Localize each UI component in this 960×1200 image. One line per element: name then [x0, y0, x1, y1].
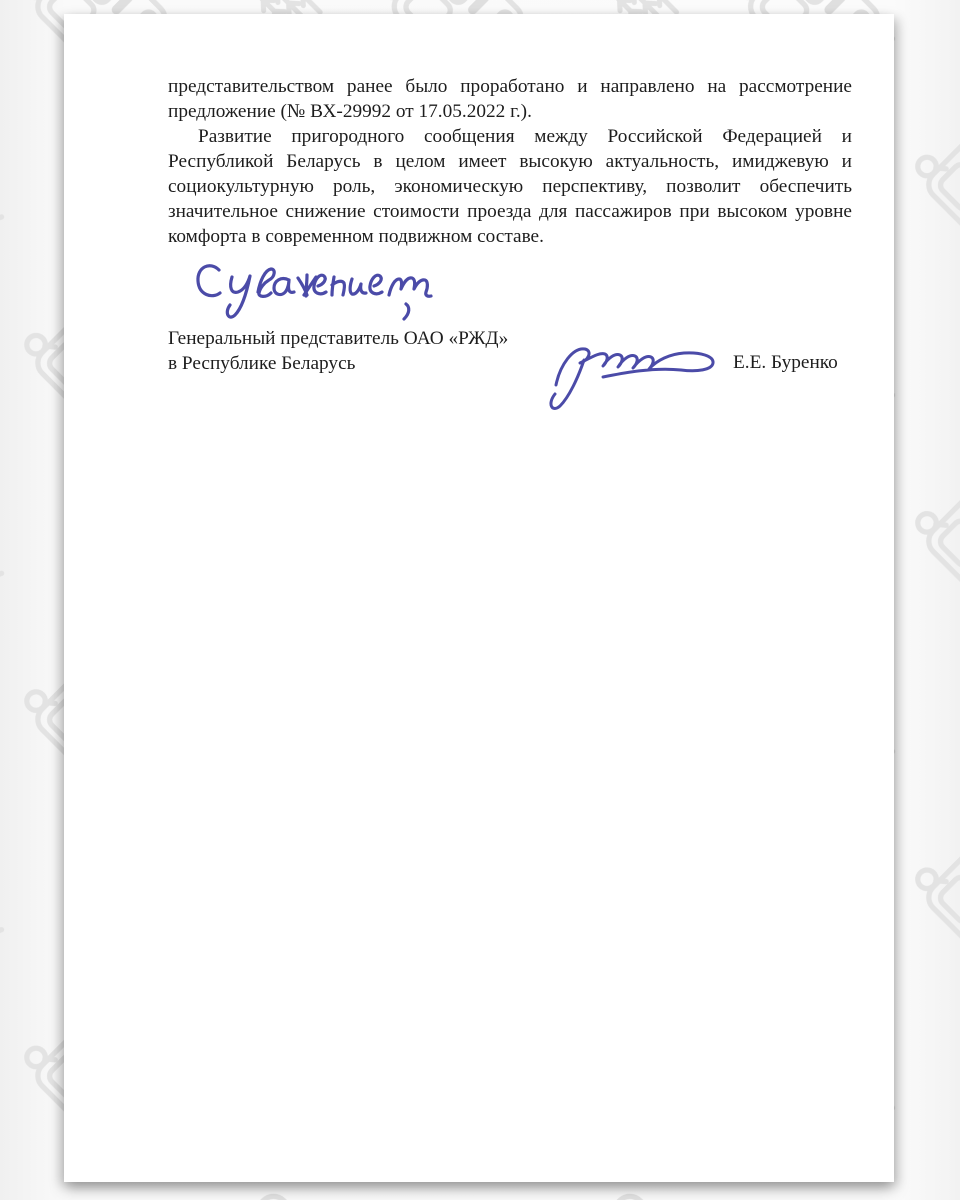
letter-body — [168, 74, 852, 249]
signature-title — [168, 326, 588, 376]
closing-handwriting — [193, 258, 443, 328]
signature-title-line1: Генеральный представитель ОАО «РЖД» — [168, 328, 509, 349]
signer-signature — [535, 322, 725, 412]
signer-name: Е.Е. Буренко — [733, 352, 838, 373]
paragraph-development: Развитие пригородного сообщения между Российской Федерацией и Республикой Беларусь в целом имеет высокую актуальность, имиджевую и социокультурную роль, экономическую перспективу, позволит обеспечить значительное снижение стоимости проезда для пассажиров при высоком уровне комфорта в современном подвижном составе. — [168, 126, 852, 247]
paragraph-continuation: представительством ранее было проработано и направлено на рассмотрение предложение (№ ВХ-29992 от 17.05.2022 г.). — [168, 76, 852, 122]
signature-title-line2: в Республике Беларусь — [168, 353, 356, 374]
document-sheet — [64, 14, 894, 1182]
